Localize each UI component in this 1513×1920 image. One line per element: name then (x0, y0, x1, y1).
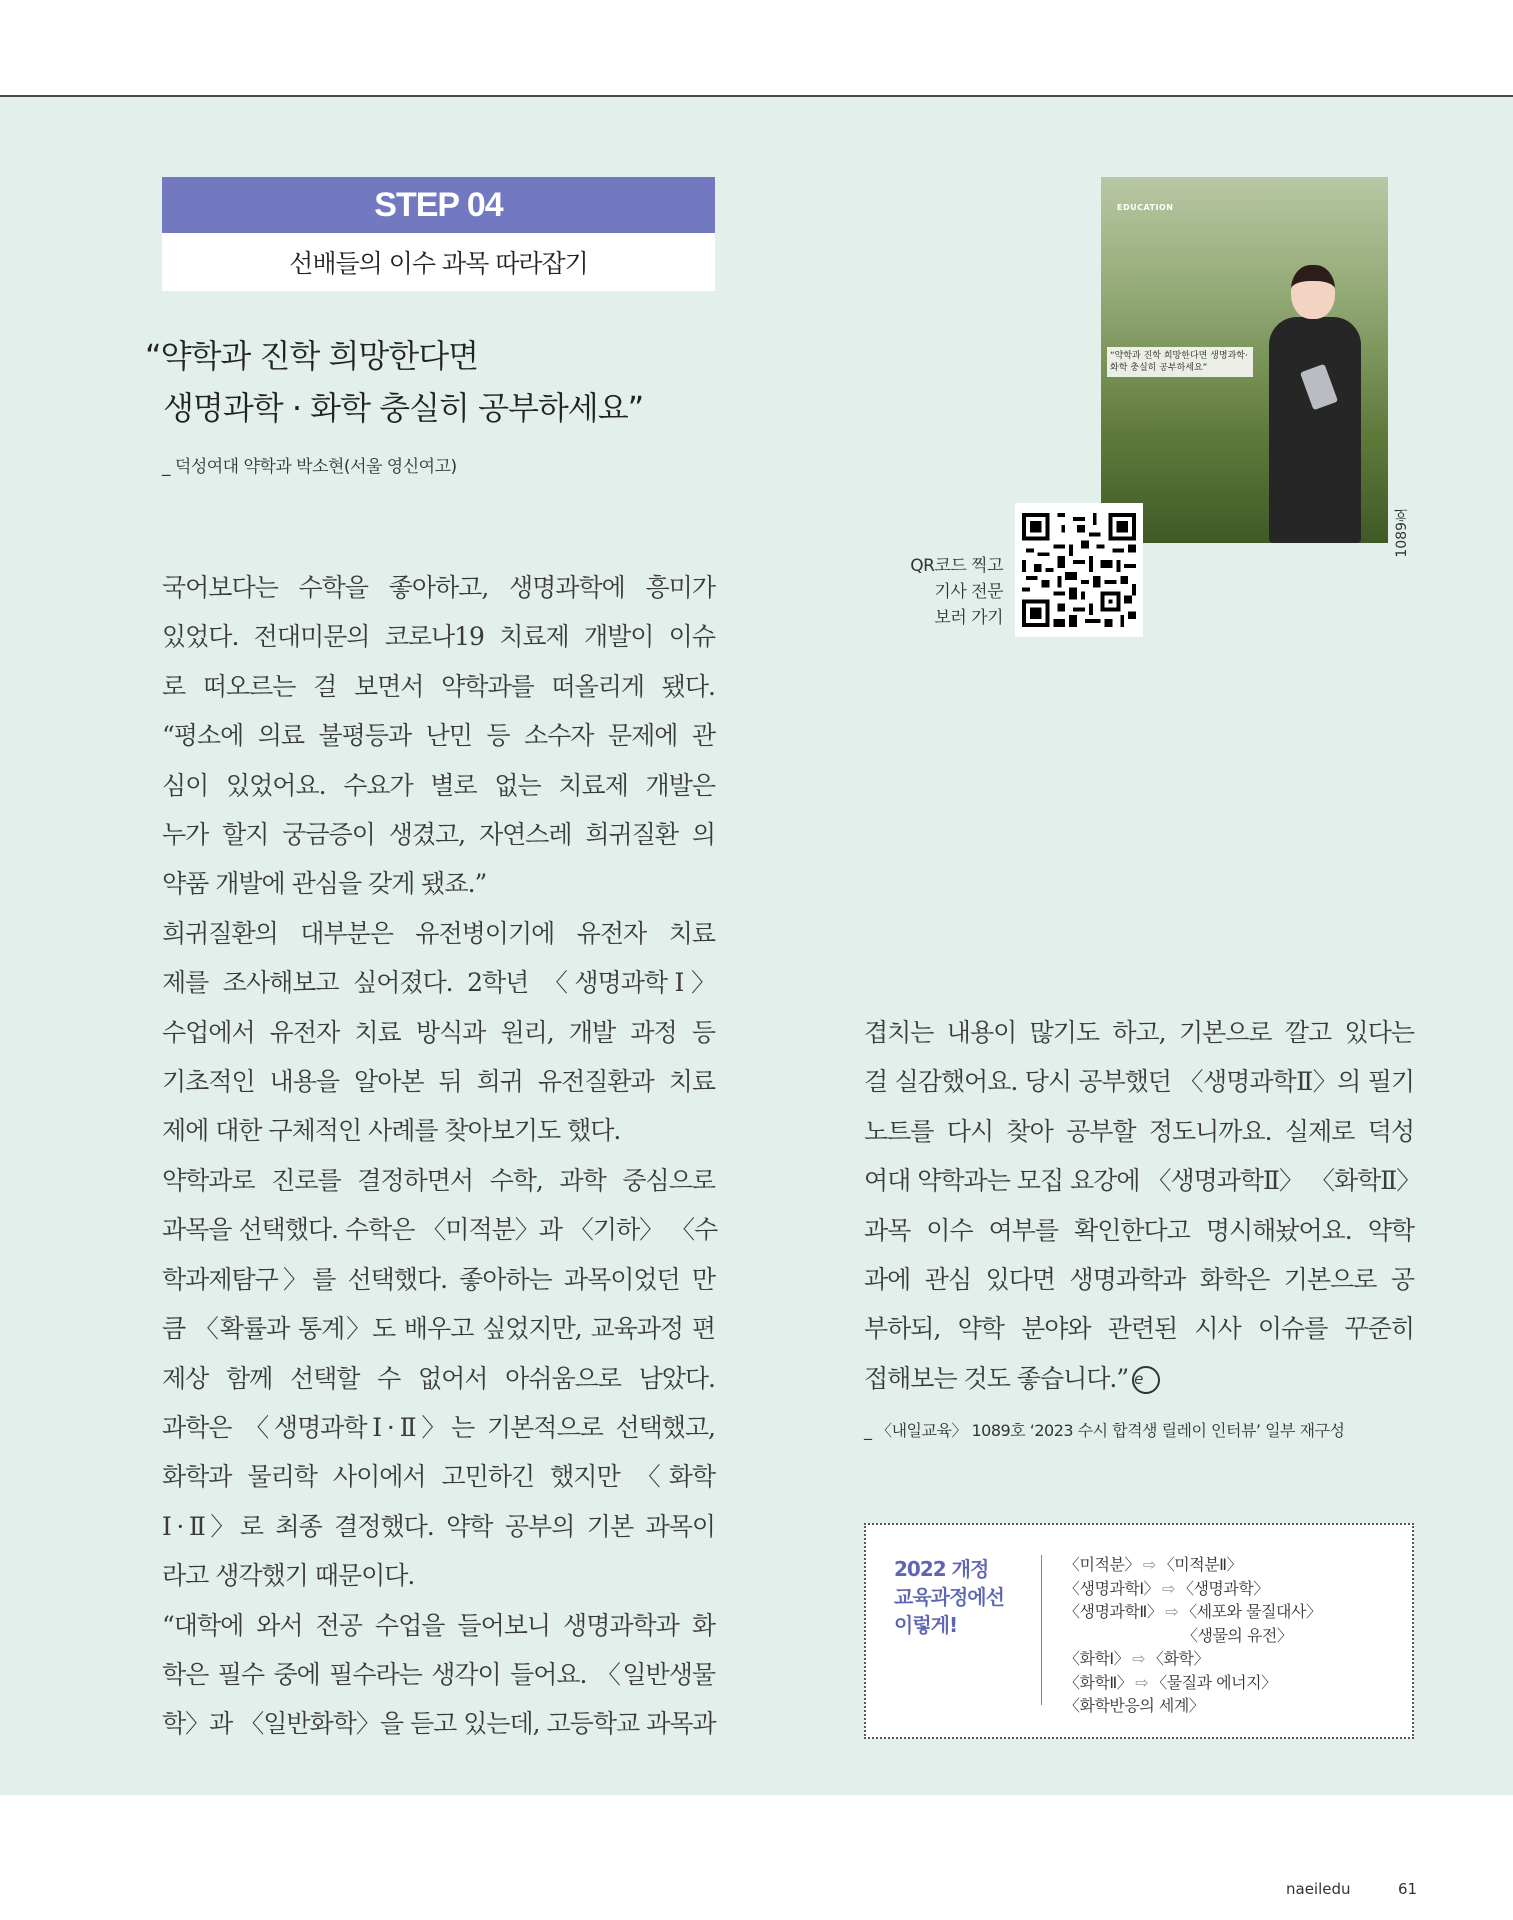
body-line: 노트를 다시 찾아 공부할 정도니까요. 실제로 덕성 (864, 1116, 1414, 1146)
old-course: 〈생명과학Ⅱ〉 (1064, 1602, 1163, 1621)
arrow-right-icon: ⇨ (1162, 1578, 1175, 1598)
magazine-logo: EDUCATION (1117, 203, 1174, 212)
body-line: 과에 관심 있다면 생명과학과 화학은 기본으로 공 (864, 1265, 1414, 1295)
new-course: 〈생물의 유전〉 (1182, 1625, 1293, 1645)
mapping-row (1064, 1553, 1321, 1577)
closing-sentence: 접해보는 것도 좋습니다.” (864, 1363, 1129, 1393)
infobox-title (894, 1555, 1004, 1639)
footer-brand: naeiledu (1286, 1880, 1351, 1898)
qr-caption-line: QR코드 찍고 (910, 556, 1003, 576)
mapping-row (1064, 1624, 1321, 1648)
student-photo-head (1291, 265, 1335, 319)
body-line: 누가 할지 궁금증이 생겼고, 자연스레 희귀질환 의 (162, 820, 715, 850)
new-course: 〈생명과학〉 (1177, 1578, 1269, 1598)
body-line: 제상 함께 선택할 수 없어서 아쉬움으로 남았다. (162, 1363, 715, 1393)
qr-caption-line: 보러 가기 (934, 608, 1003, 628)
body-line: “대학에 와서 전공 수업을 들어보니 생명과학과 화 (162, 1610, 715, 1640)
qr-caption (868, 553, 1003, 631)
byline: _ 덕성여대 약학과 박소현(서울 영신여고) (162, 457, 457, 477)
new-course: 〈화학반응의 세계〉 (1064, 1696, 1205, 1715)
body-line: 심이 있었어요. 수요가 별로 없는 치료제 개발은 (162, 770, 715, 800)
article-headline (145, 330, 765, 434)
body-line: 제를 조사해보고 싶어졌다. 2학년 〈생명과학Ⅰ〉 (162, 968, 715, 998)
body-line: 기초적인 내용을 알아본 뒤 희귀 유전질환과 치료 (162, 1067, 715, 1097)
body-line: 걸 실감했어요. 당시 공부했던 〈생명과학Ⅱ〉의 필기 (864, 1067, 1414, 1097)
student-photo-body (1269, 317, 1361, 543)
headline-line-1: “약학과 진학 희망한다면 (145, 337, 479, 375)
body-line: 있었다. 전대미문의 코로나19 치료제 개발이 이슈 (162, 622, 715, 652)
step-subtitle: 선배들의 이수 과목 따라잡기 (162, 233, 715, 291)
infobox-title-line: 이렇게! (894, 1613, 958, 1637)
new-course: 〈세포와 물질대사〉 (1181, 1602, 1322, 1621)
mapping-row (1064, 1600, 1321, 1624)
body-line: “평소에 의료 불평등과 난민 등 소수자 문제에 관 (162, 721, 715, 751)
headline-line-2: 생명과학 · 화학 충실히 공부하세요” (163, 389, 644, 427)
body-line: 여대 약학과는 모집 요강에 〈생명과학Ⅱ〉 〈화학Ⅱ〉 (864, 1166, 1421, 1196)
mapping-row (1064, 1577, 1321, 1601)
body-line: 약학과로 진로를 결정하면서 수학, 과학 중심으로 (162, 1165, 715, 1195)
body-line: 수업에서 유전자 치료 방식과 원리, 개발 과정 등 (162, 1017, 715, 1047)
body-line: 과학은 〈생명과학Ⅰ·Ⅱ〉는 기본적으로 선택했고, (162, 1412, 715, 1442)
mapping-row (1064, 1694, 1321, 1718)
body-line: 화학과 물리학 사이에서 고민하긴 했지만 〈화학 (162, 1462, 715, 1492)
end-mark-icon: e (1132, 1366, 1160, 1394)
infobox-title-line: 2022 개정 (894, 1557, 989, 1581)
arrow-right-icon: ⇨ (1142, 1555, 1156, 1574)
body-line: 국어보다는 수학을 좋아하고, 생명과학에 흥미가 (162, 573, 715, 602)
new-course: 〈물질과 에너지〉 (1151, 1672, 1277, 1692)
body-line: 큼 〈확률과 통계〉도 배우고 싶었지만, 교육과정 편 (162, 1314, 715, 1344)
body-line: 희귀질환의 대부분은 유전병이기에 유전자 치료 (162, 918, 715, 948)
qr-code[interactable] (1015, 503, 1143, 637)
old-course: 〈화학Ⅰ〉 (1064, 1649, 1130, 1668)
body-line: 겹치는 내용이 많기도 하고, 기본으로 깔고 있다는 (864, 1018, 1414, 1047)
arrow-right-icon: ⇨ (1135, 1672, 1149, 1692)
body-line-final (864, 1354, 1414, 1403)
body-line: 학〉과 〈일반화학〉을 듣고 있는데, 고등학교 과목과 (162, 1709, 716, 1739)
body-line: 과목 이수 여부를 확인한다고 명시해놨어요. 약학 (864, 1215, 1414, 1245)
source-note: _ 〈내일교육〉 1089호 ‘2023 수시 합격생 릴레이 인터뷰’ 일부 재구성 (864, 1421, 1345, 1440)
body-line: 라고 생각했기 때문이다. (162, 1561, 415, 1591)
infobox-divider (1041, 1555, 1042, 1705)
body-line: 로 떠오르는 걸 보면서 약학과를 떠올리게 됐다. (162, 671, 715, 701)
mapping-row (1064, 1647, 1321, 1671)
arrow-right-icon: ⇨ (1132, 1649, 1146, 1668)
cover-headline: “약학과 진학 희망한다면 생명과학·화학 충실히 공부하세요” (1107, 347, 1253, 377)
curriculum-infobox (864, 1523, 1414, 1739)
new-course: 〈미적분Ⅱ〉 (1158, 1555, 1243, 1574)
body-line: 학은 필수 중에 필수라는 생각이 들어요. 〈일반생물 (162, 1659, 715, 1689)
body-line: 제에 대한 구체적인 사례를 찾아보기도 했다. (162, 1116, 621, 1146)
body-line: 학과제탐구〉를 선택했다. 좋아하는 과목이었던 만 (162, 1264, 715, 1294)
magazine-cover-thumbnail (1101, 177, 1388, 543)
body-line: 약품 개발에 관심을 갖게 됐죠.” (162, 869, 487, 899)
body-line: 과목을 선택했다. 수학은 〈미적분〉과 〈기하〉 〈수 (162, 1215, 718, 1245)
mapping-row (1064, 1671, 1321, 1695)
curriculum-mapping-list (1064, 1553, 1321, 1718)
page-number: 61 (1398, 1880, 1418, 1898)
arrow-right-icon: ⇨ (1165, 1602, 1179, 1621)
new-course: 〈화학〉 (1148, 1649, 1209, 1668)
body-line: 부하되, 약학 분야와 관련된 시사 이슈를 꾸준히 (864, 1314, 1414, 1344)
old-course: 〈미적분〉 (1064, 1555, 1140, 1574)
qr-code-icon (1022, 510, 1136, 630)
body-column-left (162, 563, 718, 1749)
body-line: Ⅰ·Ⅱ〉로 최종 결정했다. 약학 공부의 기본 과목이 (162, 1511, 715, 1541)
qr-caption-line: 기사 전문 (934, 582, 1003, 602)
body-column-right (864, 1008, 1421, 1403)
infobox-title-line: 교육과정에선 (894, 1585, 1004, 1609)
step-label: STEP 04 (162, 177, 715, 233)
issue-number-label: 1089호 (1394, 508, 1410, 558)
old-course: 〈화학Ⅱ〉 (1064, 1672, 1133, 1692)
old-course: 〈생명과학Ⅰ〉 (1064, 1578, 1160, 1598)
